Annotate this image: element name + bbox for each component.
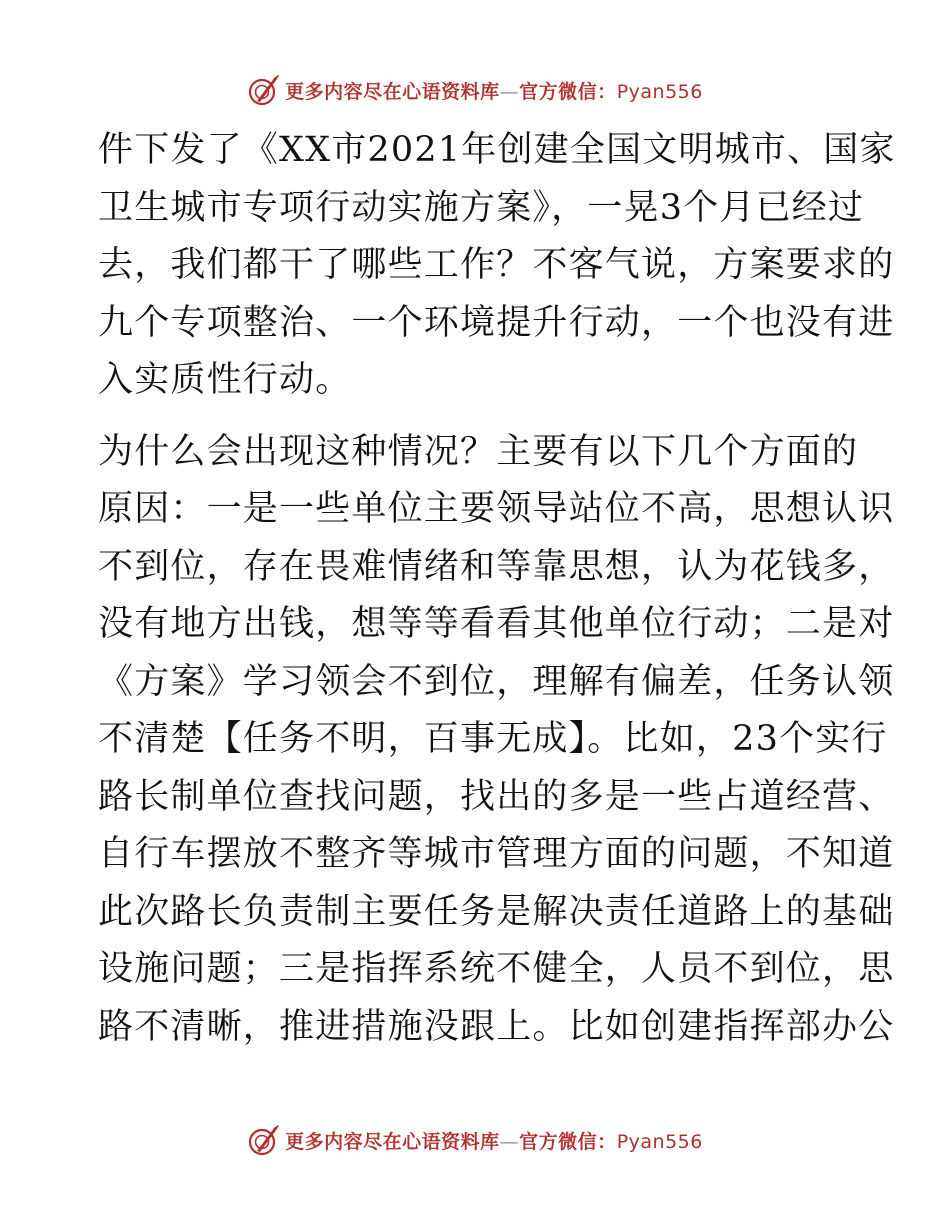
text-line: 路长制单位查找问题，找出的多是一些占道经营、 bbox=[98, 776, 895, 817]
banner-title: 更多内容尽在心语资料库 bbox=[285, 1130, 500, 1153]
text-line: 九个专项整治、一个环境提升行动，一个也没有进 bbox=[98, 302, 895, 343]
banner-text bbox=[285, 1127, 703, 1154]
banner-handle: Pyan556 bbox=[616, 80, 703, 103]
text-line: 卫生城市专项行动实施方案》，一晃3个月已经过 bbox=[98, 187, 865, 228]
text-line: 没有地方出钱，想等等看看其他单位行动；二是对 bbox=[98, 604, 895, 644]
text-line: 不到位，存在畏难情绪和等靠思想，认为花钱多， bbox=[98, 546, 895, 587]
banner-separator: — bbox=[499, 1130, 520, 1153]
text-line: 为什么会出现这种情况？主要有以下几个方面的 bbox=[98, 431, 859, 472]
text-line: 不清楚【任务不明，百事无成】。比如，23个实行 bbox=[98, 719, 888, 759]
footer-banner bbox=[0, 1120, 950, 1160]
quill-logo-icon bbox=[247, 1123, 281, 1157]
banner-title: 更多内容尽在心语资料库 bbox=[285, 80, 500, 103]
text-line: 原因：一是一些单位主要领导站位不高，思想认识 bbox=[98, 489, 895, 529]
banner-suffix: 官方微信： bbox=[519, 80, 617, 103]
quill-logo-icon bbox=[247, 73, 281, 107]
text-line: 去，我们都干了哪些工作？不客气说，方案要求的 bbox=[98, 245, 895, 285]
document-body bbox=[98, 122, 896, 1056]
text-line: 设施问题；三是指挥系统不健全，人员不到位，思 bbox=[98, 949, 895, 989]
text-line: 件下发了《XX市2021年创建全国文明城市、国家 bbox=[98, 130, 896, 170]
banner-separator: — bbox=[499, 80, 520, 103]
paragraph-2 bbox=[98, 424, 895, 1057]
banner-suffix: 官方微信： bbox=[519, 1130, 617, 1153]
banner-text bbox=[285, 77, 703, 104]
text-line: 《方案》学习领会不到位，理解有偏差，任务认领 bbox=[98, 661, 895, 702]
text-line: 自行车摆放不整齐等城市管理方面的问题，不知道 bbox=[98, 834, 895, 874]
paragraph-1 bbox=[98, 122, 896, 410]
text-line: 此次路长负责制主要任务是解决责任道路上的基础 bbox=[98, 891, 895, 932]
banner-handle: Pyan556 bbox=[616, 1130, 703, 1153]
text-line: 路不清晰，推进措施没跟上。比如创建指挥部办公 bbox=[98, 1006, 895, 1047]
header-banner bbox=[0, 70, 950, 110]
text-line: 入实质性行动。 bbox=[98, 360, 352, 400]
